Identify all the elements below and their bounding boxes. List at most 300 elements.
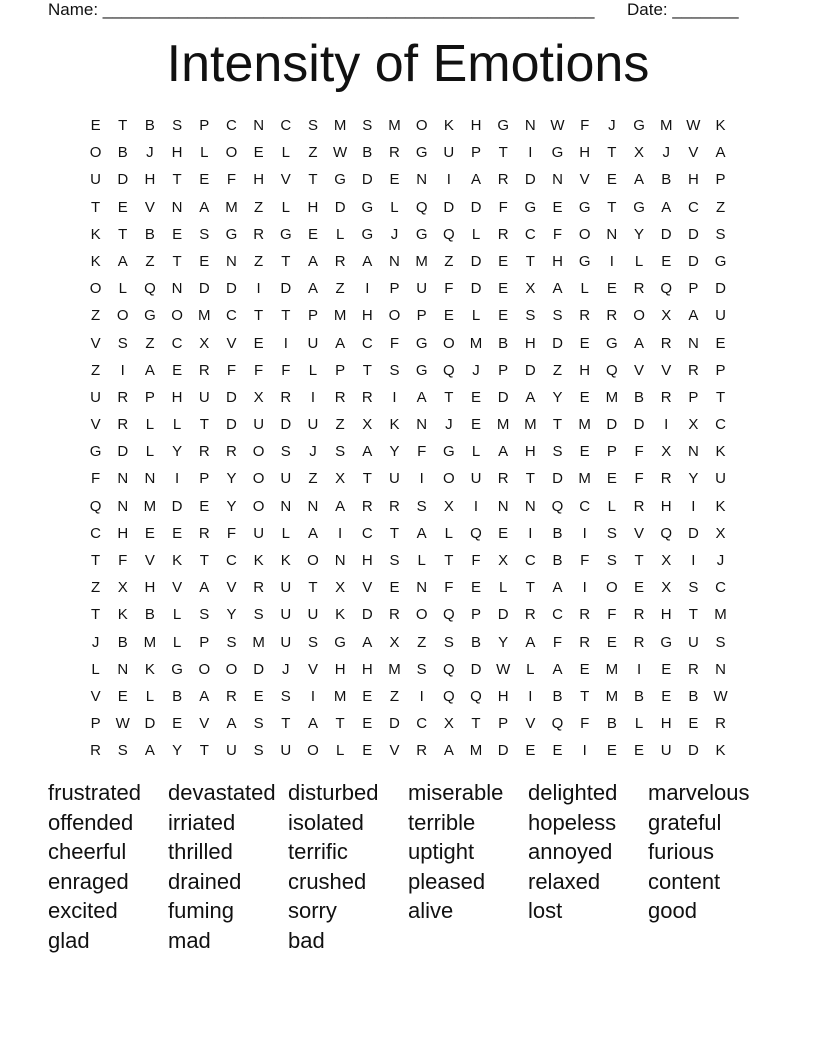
grid-letter[interactable]: T xyxy=(607,144,617,162)
grid-letter[interactable]: U xyxy=(280,579,292,597)
grid-letter[interactable]: L xyxy=(281,144,290,162)
grid-letter[interactable]: P xyxy=(90,715,101,733)
grid-letter[interactable]: X xyxy=(443,497,454,515)
grid-letter[interactable]: G xyxy=(361,198,374,216)
grid-letter[interactable]: B xyxy=(552,687,563,705)
grid-letter[interactable]: G xyxy=(334,171,346,189)
grid-letter[interactable]: E xyxy=(525,742,536,760)
grid-letter[interactable]: X xyxy=(253,388,264,406)
grid-letter[interactable]: H xyxy=(253,171,265,189)
grid-letter[interactable]: R xyxy=(579,606,591,624)
grid-letter[interactable]: K xyxy=(715,443,726,461)
grid-letter[interactable]: S xyxy=(307,117,318,134)
grid-letter[interactable]: E xyxy=(470,579,481,597)
grid-letter[interactable]: D xyxy=(497,388,509,406)
grid-letter[interactable]: S xyxy=(552,443,563,461)
grid-letter[interactable]: E xyxy=(606,742,617,760)
grid-letter[interactable]: L xyxy=(471,307,481,325)
grid-letter[interactable]: H xyxy=(524,443,536,461)
grid-letter[interactable]: S xyxy=(606,552,617,569)
grid-letter[interactable]: D xyxy=(497,606,509,624)
grid-letter[interactable]: D xyxy=(687,252,699,270)
grid-letter[interactable]: E xyxy=(715,334,726,352)
date-field[interactable]: Date: _______ xyxy=(627,0,739,19)
grid-letter[interactable]: Z xyxy=(145,252,155,270)
grid-letter[interactable]: N xyxy=(117,470,129,488)
grid-letter[interactable]: L xyxy=(417,552,426,569)
grid-letter[interactable]: M xyxy=(225,198,238,216)
grid-letter[interactable]: E xyxy=(199,497,210,515)
grid-letter[interactable]: T xyxy=(91,552,101,569)
grid-letter[interactable]: G xyxy=(171,660,183,678)
grid-letter[interactable]: F xyxy=(634,443,644,461)
grid-letter[interactable]: E xyxy=(579,334,590,352)
grid-letter[interactable]: R xyxy=(497,225,509,243)
grid-letter[interactable]: Q xyxy=(470,524,482,542)
grid-letter[interactable]: I xyxy=(582,742,587,760)
grid-letter[interactable]: R xyxy=(715,715,726,733)
grid-letter[interactable]: G xyxy=(551,144,564,162)
grid-letter[interactable]: Q xyxy=(551,497,564,515)
grid-letter[interactable]: B xyxy=(362,144,373,162)
grid-letter[interactable]: U xyxy=(90,388,101,406)
grid-letter[interactable]: F xyxy=(254,361,264,379)
grid-letter[interactable]: G xyxy=(714,252,727,270)
grid-letter[interactable]: H xyxy=(579,361,591,379)
grid-letter[interactable]: V xyxy=(389,742,400,760)
grid-letter[interactable]: N xyxy=(416,416,428,434)
grid-letter[interactable]: P xyxy=(715,361,726,379)
grid-letter[interactable]: D xyxy=(389,715,400,733)
grid-letter[interactable]: Q xyxy=(442,687,455,705)
grid-letter[interactable]: G xyxy=(415,334,428,352)
grid-letter[interactable]: M xyxy=(605,660,619,678)
grid-letter[interactable]: Q xyxy=(442,225,455,243)
grid-letter[interactable]: D xyxy=(226,388,237,406)
grid-letter[interactable]: T xyxy=(389,524,400,542)
grid-letter[interactable]: M xyxy=(605,687,619,705)
grid-letter[interactable]: V xyxy=(688,144,699,162)
grid-letter[interactable]: D xyxy=(361,606,373,624)
grid-letter[interactable]: S xyxy=(199,606,210,624)
grid-letter[interactable]: Q xyxy=(442,361,455,379)
grid-letter[interactable]: T xyxy=(281,252,291,270)
grid-letter[interactable]: D xyxy=(280,280,292,298)
grid-letter[interactable]: V xyxy=(226,579,237,597)
grid-letter[interactable]: Y xyxy=(389,443,400,461)
grid-letter[interactable]: U xyxy=(660,742,672,760)
grid-letter[interactable]: B xyxy=(144,606,155,624)
grid-letter[interactable]: Z xyxy=(335,416,345,434)
grid-letter[interactable]: A xyxy=(307,280,318,298)
grid-letter[interactable]: E xyxy=(443,307,454,325)
grid-letter[interactable]: X xyxy=(661,579,672,597)
grid-letter[interactable]: E xyxy=(199,171,210,189)
grid-letter[interactable]: L xyxy=(335,225,345,243)
grid-letter[interactable]: V xyxy=(280,171,291,189)
grid-letter[interactable]: T xyxy=(525,252,535,270)
grid-letter[interactable]: H xyxy=(470,117,482,134)
grid-letter[interactable]: W xyxy=(115,715,130,733)
grid-letter[interactable]: Z xyxy=(91,307,101,325)
grid-letter[interactable]: L xyxy=(200,144,209,162)
grid-letter[interactable]: T xyxy=(525,579,535,597)
grid-letter[interactable]: M xyxy=(198,307,211,325)
grid-letter[interactable]: N xyxy=(171,280,183,298)
grid-letter[interactable]: O xyxy=(252,497,265,515)
grid-letter[interactable]: I xyxy=(419,687,424,705)
grid-letter[interactable]: D xyxy=(171,497,183,515)
grid-letter[interactable]: T xyxy=(335,715,345,733)
grid-letter[interactable]: P xyxy=(688,388,699,406)
grid-letter[interactable]: W xyxy=(713,687,728,705)
grid-letter[interactable]: E xyxy=(253,334,264,352)
grid-letter[interactable]: X xyxy=(661,552,672,569)
grid-letter[interactable]: F xyxy=(471,552,481,569)
grid-letter[interactable]: F xyxy=(552,225,563,243)
grid-letter[interactable]: T xyxy=(688,606,698,624)
grid-letter[interactable]: D xyxy=(334,198,346,216)
grid-letter[interactable]: N xyxy=(334,552,346,569)
grid-letter[interactable]: N xyxy=(715,660,726,678)
grid-letter[interactable]: E xyxy=(606,171,617,189)
grid-letter[interactable]: M xyxy=(659,117,673,134)
grid-letter[interactable]: R xyxy=(660,334,672,352)
grid-letter[interactable]: S xyxy=(117,742,128,760)
grid-letter[interactable]: H xyxy=(307,198,319,216)
grid-letter[interactable]: R xyxy=(633,280,645,298)
grid-letter[interactable]: C xyxy=(524,552,536,569)
grid-letter[interactable]: V xyxy=(90,334,101,352)
grid-letter[interactable]: Z xyxy=(552,361,563,379)
grid-letter[interactable]: L xyxy=(390,198,399,216)
grid-letter[interactable]: R xyxy=(633,497,645,515)
grid-letter[interactable]: S xyxy=(253,715,264,733)
grid-letter[interactable]: P xyxy=(335,361,346,379)
grid-letter[interactable]: M xyxy=(605,388,619,406)
grid-letter[interactable]: R xyxy=(660,388,672,406)
grid-letter[interactable]: G xyxy=(497,117,509,134)
grid-letter[interactable]: N xyxy=(117,497,129,515)
grid-letter[interactable]: S xyxy=(280,443,291,461)
grid-letter[interactable]: B xyxy=(661,171,672,189)
grid-letter[interactable]: Y xyxy=(634,225,645,243)
grid-letter[interactable]: V xyxy=(525,715,536,733)
grid-letter[interactable]: E xyxy=(498,252,509,270)
grid-letter[interactable]: P xyxy=(470,144,481,162)
grid-letter[interactable]: Q xyxy=(660,280,673,298)
grid-letter[interactable]: G xyxy=(415,361,428,379)
grid-letter[interactable]: X xyxy=(715,524,726,542)
grid-letter[interactable]: K xyxy=(335,606,346,624)
grid-letter[interactable]: Y xyxy=(226,606,237,624)
grid-letter[interactable]: B xyxy=(552,552,563,569)
grid-letter[interactable]: S xyxy=(117,334,128,352)
grid-letter[interactable]: C xyxy=(226,117,237,134)
grid-letter[interactable]: J xyxy=(309,443,317,461)
grid-letter[interactable]: N xyxy=(416,579,428,597)
grid-letter[interactable]: O xyxy=(225,660,238,678)
grid-letter[interactable]: A xyxy=(335,334,346,352)
grid-letter[interactable]: F xyxy=(226,361,237,379)
grid-letter[interactable]: S xyxy=(335,443,346,461)
grid-letter[interactable]: H xyxy=(171,144,183,162)
grid-letter[interactable]: H xyxy=(361,660,373,678)
grid-letter[interactable]: Q xyxy=(442,660,455,678)
grid-letter[interactable]: U xyxy=(443,144,455,162)
grid-letter[interactable]: D xyxy=(470,198,482,216)
grid-letter[interactable]: J xyxy=(445,416,453,434)
grid-letter[interactable]: U xyxy=(90,171,101,189)
grid-letter[interactable]: L xyxy=(580,280,589,298)
grid-letter[interactable]: E xyxy=(389,579,400,597)
grid-letter[interactable]: F xyxy=(444,280,454,298)
grid-letter[interactable]: R xyxy=(253,225,265,243)
grid-letter[interactable]: G xyxy=(633,198,645,216)
grid-letter[interactable]: X xyxy=(335,579,346,597)
grid-letter[interactable]: E xyxy=(606,633,617,651)
grid-letter[interactable]: N xyxy=(687,334,699,352)
grid-letter[interactable]: C xyxy=(361,524,373,542)
grid-letter[interactable]: T xyxy=(118,117,128,134)
grid-letter[interactable]: K xyxy=(715,742,726,760)
grid-letter[interactable]: U xyxy=(715,470,726,488)
grid-letter[interactable]: V xyxy=(661,361,672,379)
grid-letter[interactable]: R xyxy=(334,388,346,406)
grid-letter[interactable]: O xyxy=(442,470,455,488)
grid-letter[interactable]: Q xyxy=(470,687,482,705)
grid-letter[interactable]: D xyxy=(524,171,536,189)
grid-letter[interactable]: F xyxy=(552,633,563,651)
grid-letter[interactable]: P xyxy=(199,117,210,134)
grid-letter[interactable]: X xyxy=(525,280,536,298)
grid-letter[interactable]: A xyxy=(199,687,210,705)
grid-letter[interactable]: G xyxy=(578,198,591,216)
grid-letter[interactable]: I xyxy=(473,497,479,515)
grid-letter[interactable]: G xyxy=(361,225,374,243)
grid-letter[interactable]: E xyxy=(606,470,617,488)
grid-letter[interactable]: T xyxy=(471,715,481,733)
grid-letter[interactable]: U xyxy=(307,606,319,624)
grid-letter[interactable]: H xyxy=(552,252,563,270)
grid-letter[interactable]: B xyxy=(498,334,509,352)
grid-letter[interactable]: S xyxy=(226,633,237,651)
grid-letter[interactable]: R xyxy=(198,361,210,379)
grid-letter[interactable]: T xyxy=(525,470,535,488)
grid-letter[interactable]: O xyxy=(388,307,401,325)
grid-letter[interactable]: I xyxy=(365,280,370,298)
grid-letter[interactable]: R xyxy=(579,307,591,325)
grid-letter[interactable]: D xyxy=(280,416,292,434)
grid-letter[interactable]: U xyxy=(715,307,726,325)
grid-letter[interactable]: E xyxy=(172,715,183,733)
grid-letter[interactable]: A xyxy=(307,252,318,270)
grid-letter[interactable]: W xyxy=(333,144,348,162)
grid-letter[interactable]: E xyxy=(498,524,509,542)
grid-letter[interactable]: Q xyxy=(89,497,102,515)
grid-letter[interactable]: S xyxy=(172,117,183,134)
grid-letter[interactable]: D xyxy=(226,280,237,298)
grid-letter[interactable]: U xyxy=(280,470,292,488)
grid-letter[interactable]: E xyxy=(661,687,672,705)
grid-letter[interactable]: T xyxy=(199,416,209,434)
grid-letter[interactable]: A xyxy=(199,198,210,216)
grid-letter[interactable]: T xyxy=(118,225,128,243)
grid-letter[interactable]: R xyxy=(633,606,645,624)
grid-letter[interactable]: F xyxy=(634,470,644,488)
grid-letter[interactable]: P xyxy=(688,280,699,298)
grid-letter[interactable]: A xyxy=(199,579,210,597)
grid-letter[interactable]: A xyxy=(117,252,128,270)
grid-letter[interactable]: K xyxy=(715,497,726,515)
grid-letter[interactable]: U xyxy=(253,524,265,542)
grid-letter[interactable]: K xyxy=(253,552,264,569)
grid-letter[interactable]: K xyxy=(117,606,128,624)
grid-letter[interactable]: F xyxy=(91,470,101,488)
grid-letter[interactable]: H xyxy=(144,579,156,597)
grid-letter[interactable]: U xyxy=(307,334,319,352)
grid-letter[interactable]: R xyxy=(253,579,265,597)
grid-letter[interactable]: Z xyxy=(254,198,264,216)
grid-letter[interactable]: B xyxy=(688,687,699,705)
grid-letter[interactable]: Q xyxy=(144,280,156,298)
grid-letter[interactable]: C xyxy=(226,552,237,569)
grid-letter[interactable]: R xyxy=(524,606,536,624)
grid-letter[interactable]: A xyxy=(552,579,563,597)
grid-letter[interactable]: F xyxy=(226,171,237,189)
grid-letter[interactable]: L xyxy=(145,443,155,461)
grid-letter[interactable]: D xyxy=(687,524,699,542)
grid-letter[interactable]: K xyxy=(172,552,183,569)
grid-letter[interactable]: O xyxy=(225,144,238,162)
grid-letter[interactable]: R xyxy=(389,497,400,515)
grid-letter[interactable]: E xyxy=(579,388,590,406)
grid-letter[interactable]: S xyxy=(688,579,699,597)
grid-letter[interactable]: E xyxy=(498,307,509,325)
grid-letter[interactable]: Y xyxy=(688,470,699,488)
grid-letter[interactable]: L xyxy=(172,416,182,434)
grid-letter[interactable]: P xyxy=(416,307,427,325)
grid-letter[interactable]: R xyxy=(226,687,237,705)
grid-letter[interactable]: H xyxy=(117,524,129,542)
grid-letter[interactable]: T xyxy=(444,388,454,406)
grid-letter[interactable]: G xyxy=(225,225,238,243)
grid-letter[interactable]: H xyxy=(660,497,672,515)
grid-letter[interactable]: T xyxy=(199,552,209,569)
grid-letter[interactable]: Y xyxy=(498,633,509,651)
grid-letter[interactable]: O xyxy=(171,307,183,325)
grid-letter[interactable]: A xyxy=(226,715,237,733)
grid-letter[interactable]: A xyxy=(470,171,481,189)
grid-letter[interactable]: V xyxy=(90,687,101,705)
grid-letter[interactable]: Q xyxy=(551,715,564,733)
grid-letter[interactable]: X xyxy=(362,416,373,434)
grid-letter[interactable]: W xyxy=(496,660,511,678)
grid-letter[interactable]: I xyxy=(120,361,125,379)
grid-letter[interactable]: I xyxy=(582,524,587,542)
grid-letter[interactable]: S xyxy=(389,361,400,379)
grid-letter[interactable]: L xyxy=(118,280,127,298)
grid-letter[interactable]: X xyxy=(498,552,509,569)
grid-letter[interactable]: T xyxy=(254,307,264,325)
grid-letter[interactable]: L xyxy=(308,361,318,379)
grid-letter[interactable]: G xyxy=(633,117,645,134)
grid-letter[interactable]: S xyxy=(416,660,427,678)
grid-letter[interactable]: L xyxy=(634,715,644,733)
grid-letter[interactable]: S xyxy=(362,117,373,134)
grid-letter[interactable]: I xyxy=(691,497,696,515)
grid-letter[interactable]: M xyxy=(333,687,347,705)
grid-letter[interactable]: R xyxy=(117,388,129,406)
grid-letter[interactable]: N xyxy=(524,117,536,134)
grid-letter[interactable]: N xyxy=(389,252,400,270)
grid-letter[interactable]: E xyxy=(606,280,617,298)
grid-letter[interactable]: G xyxy=(660,633,673,651)
grid-letter[interactable]: D xyxy=(660,225,672,243)
grid-letter[interactable]: K xyxy=(443,117,454,134)
grid-letter[interactable]: E xyxy=(634,579,645,597)
grid-letter[interactable]: E xyxy=(117,198,128,216)
grid-letter[interactable]: P xyxy=(389,280,400,298)
grid-letter[interactable]: L xyxy=(498,579,508,597)
grid-letter[interactable]: K xyxy=(389,416,400,434)
grid-letter[interactable]: E xyxy=(90,117,101,134)
grid-letter[interactable]: S xyxy=(715,633,726,651)
grid-letter[interactable]: N xyxy=(687,443,699,461)
grid-letter[interactable]: C xyxy=(226,307,237,325)
grid-letter[interactable]: I xyxy=(582,579,587,597)
grid-letter[interactable]: E xyxy=(253,687,264,705)
grid-letter[interactable]: D xyxy=(253,660,265,678)
grid-letter[interactable]: S xyxy=(307,633,318,651)
grid-letter[interactable]: A xyxy=(552,280,563,298)
grid-letter[interactable]: D xyxy=(606,416,618,434)
grid-letter[interactable]: C xyxy=(552,606,563,624)
grid-letter[interactable]: O xyxy=(252,470,265,488)
grid-letter[interactable]: B xyxy=(552,524,563,542)
grid-letter[interactable]: M xyxy=(143,633,157,651)
grid-letter[interactable]: D xyxy=(633,416,645,434)
grid-letter[interactable]: G xyxy=(415,225,428,243)
grid-letter[interactable]: H xyxy=(660,715,672,733)
grid-letter[interactable]: R xyxy=(606,307,618,325)
grid-letter[interactable]: L xyxy=(526,660,535,678)
grid-letter[interactable]: T xyxy=(199,742,209,760)
grid-letter[interactable]: A xyxy=(335,497,346,515)
grid-letter[interactable]: I xyxy=(310,388,316,406)
grid-letter[interactable]: L xyxy=(145,687,155,705)
grid-letter[interactable]: E xyxy=(389,171,400,189)
grid-letter[interactable]: E xyxy=(470,416,481,434)
grid-letter[interactable]: D xyxy=(117,171,129,189)
grid-letter[interactable]: S xyxy=(443,633,454,651)
grid-letter[interactable]: T xyxy=(580,687,590,705)
grid-letter[interactable]: L xyxy=(281,524,290,542)
grid-letter[interactable]: S xyxy=(715,225,726,243)
grid-letter[interactable]: A xyxy=(688,307,699,325)
grid-letter[interactable]: Z xyxy=(91,361,101,379)
grid-letter[interactable]: I xyxy=(528,144,533,162)
grid-letter[interactable]: Z xyxy=(308,470,318,488)
grid-letter[interactable]: A xyxy=(634,334,645,352)
grid-letter[interactable]: F xyxy=(281,361,291,379)
grid-letter[interactable]: B xyxy=(144,117,155,134)
grid-letter[interactable]: E xyxy=(688,715,699,733)
grid-letter[interactable]: O xyxy=(307,552,319,569)
grid-letter[interactable]: N xyxy=(280,497,292,515)
grid-letter[interactable]: F xyxy=(226,524,237,542)
grid-letter[interactable]: P xyxy=(199,633,210,651)
